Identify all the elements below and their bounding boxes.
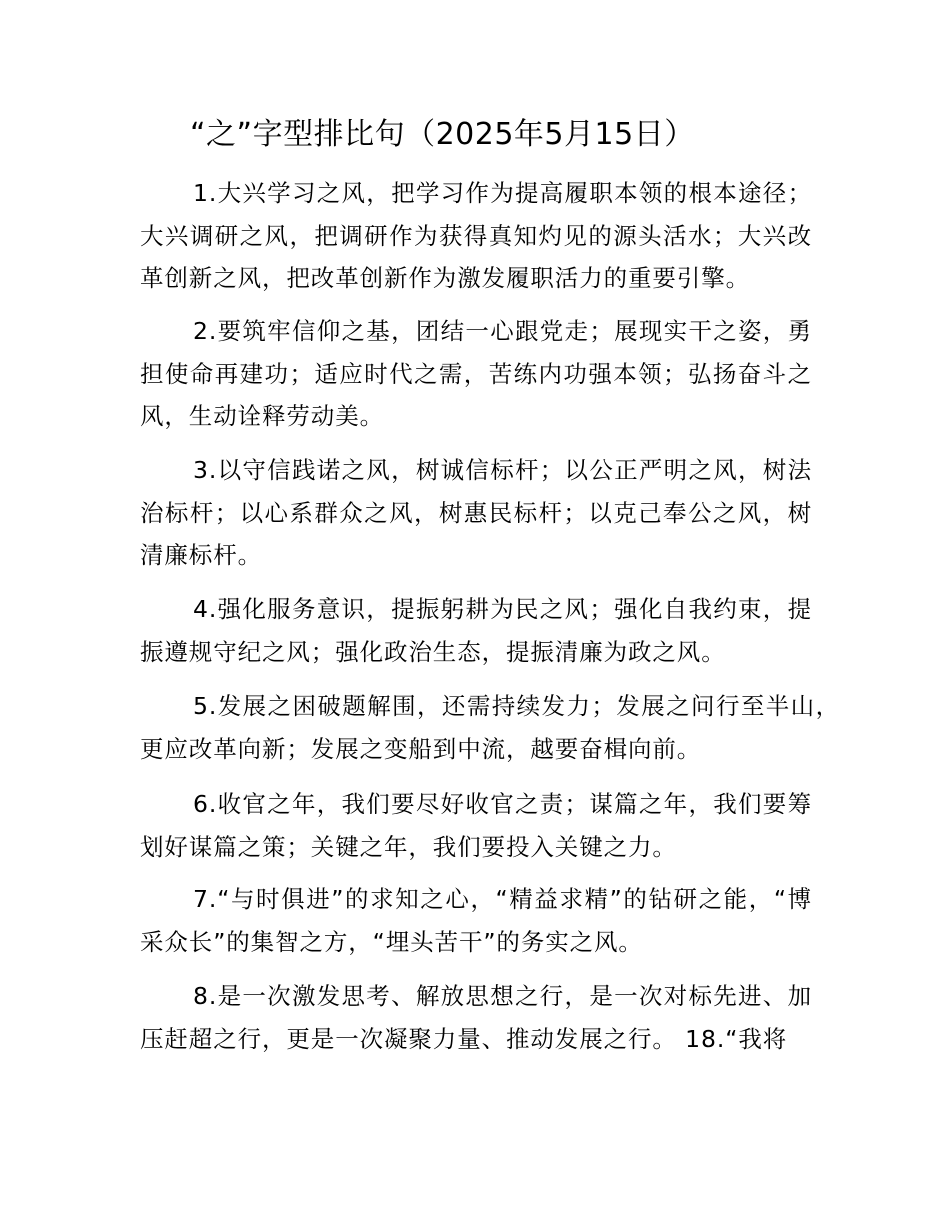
document-title: “之”字型排比句（2025年5月15日） bbox=[190, 117, 695, 152]
paragraph-8: 8.是一次激发思考、解放思想之行，是一次对标先进、加压赶超之行，更是一次凝聚力量、推动发展之行。 18.“我将 bbox=[140, 982, 812, 1053]
paragraph-3: 3.以守信践诺之风，树诚信标杆；以公正严明之风，树法治标杆；以心系群众之风，树惠民标杆；以克己奉公之风，树清廉标杆。 bbox=[140, 456, 812, 569]
paragraph-4: 4.强化服务意识，提振躬耕为民之风；强化自我约束，提振遵规守纪之风；强化政治生态，提振清廉为政之风。 bbox=[140, 595, 812, 666]
paragraph-5: 5.发展之困破题解围，还需持续发力；发展之问行至半山，更应改革向新；发展之变船到中流，越要奋楫向前。 bbox=[140, 692, 840, 763]
paragraph-1: 1.大兴学习之风，把学习作为提高履职本领的根本途径；大兴调研之风，把调研作为获得真知灼见的源头活水；大兴改革创新之风，把改革创新作为激发履职活力的重要引擎。 bbox=[140, 179, 812, 292]
paragraph-2: 2.要筑牢信仰之基，团结一心跟党走；展现实干之姿，勇担使命再建功；适应时代之需，苦练内功强本领；弘扬奋斗之风，生动诠释劳动美。 bbox=[140, 317, 812, 430]
paragraph-7: 7.“与时俱进”的求知之心，“精益求精”的钻研之能，“博采众长”的集智之方，“埋头苦干”的务实之风。 bbox=[140, 885, 812, 956]
paragraph-6: 6.收官之年，我们要尽好收官之责；谋篇之年，我们要筹划好谋篇之策；关键之年，我们要投入关键之力。 bbox=[140, 790, 812, 861]
